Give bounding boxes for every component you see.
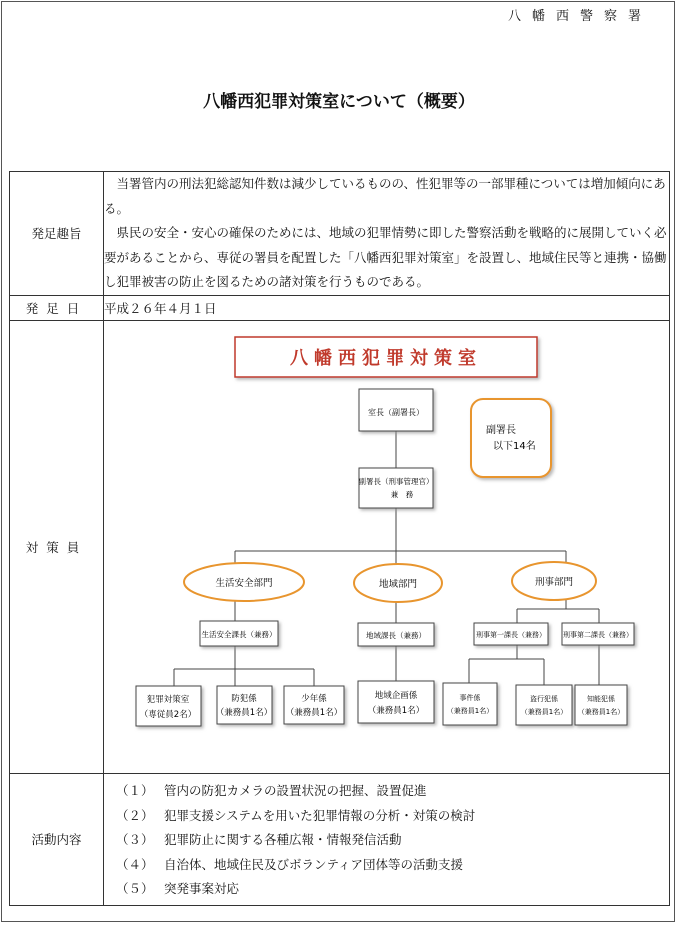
safety-unit-2-staff: （兼務員1名） [215,707,273,718]
safety-unit-1-box [136,686,201,726]
safety-unit-1-name: 犯罪対策室 [146,694,190,705]
safety-unit-2-name: 防犯係 [231,693,257,704]
activity-number: （３） [116,832,154,848]
safety-unit-3-staff: （兼務員1名） [285,707,343,718]
date-value: 平成２６年４月１日 [104,295,670,320]
organization-name: 八幡西警察署 [507,9,652,24]
purpose-label: 発足趣旨 [10,172,104,296]
deputy-box [359,468,433,508]
date-row [10,295,670,320]
safety-head-label: 生活安全課長（兼務） [201,629,277,639]
criminal-head-1-label: 刑事第一課長（兼務） [476,630,546,639]
safety-unit-3-box [284,686,344,724]
activity-number: （５） [116,881,154,897]
chief-label: 室長（副署長） [368,407,424,417]
members-row [10,320,670,773]
activity-text: 犯罪防止に関する各種広報・情報発信活動 [164,832,402,848]
activity-item [116,804,669,829]
members-chart-cell [104,320,670,773]
activity-text: 管内の防犯カメラの設置状況の把握、設置促進 [164,783,427,799]
purpose-paragraph-2: 県民の安全・安心の確保のためには、地域の犯罪情勢に即した警察活動を戦略的に展開していく必要があることから、専従の署員を配置した「八幡西犯罪対策室」を設置し、地域住民等と連携・協働し犯罪被害の防止を図るための諸対策を行うものである。 [104,225,667,290]
activity-text: 犯罪支援システムを用いた犯罪情報の分析・対策の検討 [164,807,476,823]
staff-note-box [471,399,551,477]
activities-list [104,777,669,902]
deputy-label-line-1: 副署長（刑事管理官） [358,476,434,486]
safety-department-name: 生活安全部門 [215,577,273,589]
activity-text: 突発事案対応 [164,881,240,897]
activities-row [10,773,670,905]
community-unit-1-name: 地域企画係 [374,690,418,701]
criminal-unit-1-box [443,683,497,725]
community-unit-1-staff: （兼務員1名） [367,705,425,716]
activity-item [116,877,669,902]
document-title: 八幡西犯罪対策室について（概要） [203,92,475,112]
criminal-unit-2-box [516,685,572,725]
activities-content [104,773,670,905]
activity-number: （１） [116,783,154,799]
activity-item [116,779,669,804]
criminal-head-2-label: 刑事第二課長（兼務） [563,630,633,639]
members-label: 対策員 [10,320,104,773]
community-department-name: 地域部門 [378,578,418,590]
criminal-unit-3-name: 知能犯係 [587,694,615,703]
criminal-unit-3-staff: （兼務員1名） [577,707,625,716]
activity-number: （２） [116,807,154,823]
criminal-unit-1-name: 事件係 [459,693,481,702]
criminal-unit-2-name: 盗行犯係 [530,694,558,703]
purpose-paragraph-1: 当署管内の刑法犯総認知件数は減少しているものの、性犯罪等の一部罪種については増加傾向にある。 [104,176,666,216]
criminal-unit-1-staff: （兼務員1名） [446,706,494,715]
purpose-content [104,172,670,296]
activities-label: 活動内容 [10,773,104,905]
criminal-unit-2-staff: （兼務員1名） [520,707,568,716]
activity-text: 自治体、地域住民及びボランティア団体等の活動支援 [164,856,464,872]
org-chart-title: 八幡西犯罪対策室 [290,347,482,369]
staff-note-line-2: 以下14名 [493,440,536,452]
safety-unit-2-box [217,686,272,724]
activity-item [116,828,669,853]
staff-note-line-1: 副署長 [486,424,516,436]
purpose-row [10,172,670,296]
activity-item [116,853,669,878]
community-head-label: 地域課長（兼務） [366,630,426,640]
date-label: 発足日 [10,295,104,320]
safety-unit-1-staff: （専従員2名） [139,709,197,720]
community-unit-1-box [358,681,434,723]
deputy-label-line-2: 兼 務 [390,489,414,499]
criminal-department-name: 刑事部門 [534,576,574,588]
org-chart [104,321,670,773]
safety-unit-3-name: 少年係 [301,693,327,704]
activity-number: （４） [116,856,154,872]
overview-table [9,171,670,906]
criminal-unit-3-box [575,685,627,725]
